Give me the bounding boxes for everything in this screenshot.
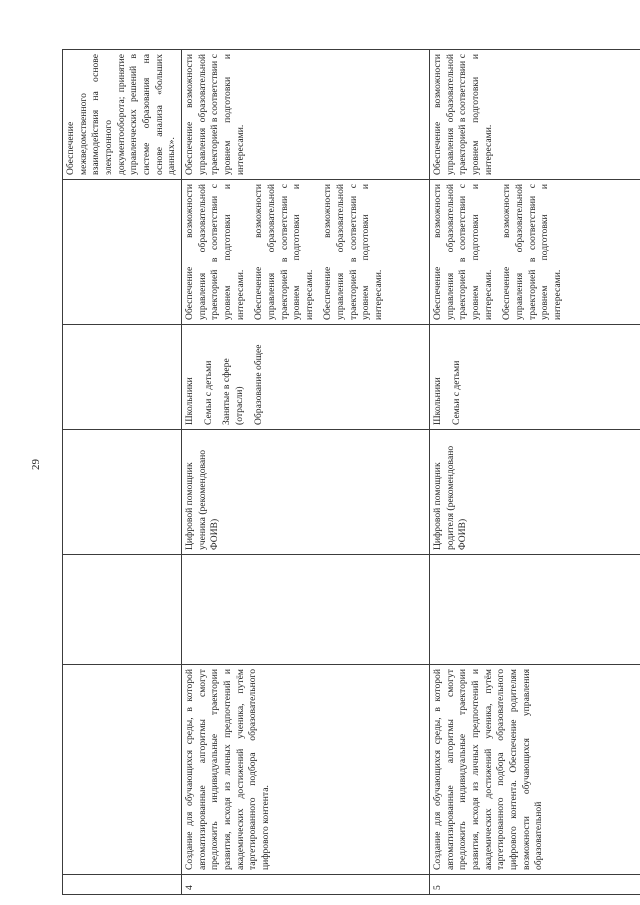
user-group: Семьи с детьми [202, 360, 214, 425]
effects [429, 180, 640, 325]
empty-cell [181, 555, 429, 665]
digital-service: Цифровой помощник родителя (рекомендовано ФОИВ) [429, 430, 640, 555]
user-group: Занятые в сфере (отрасли) [221, 358, 245, 425]
user-group: Семьи с детьми [450, 360, 462, 425]
row-number [63, 875, 182, 895]
page-number: 29 [30, 459, 42, 470]
outcome: Обеспечение возможности управления образовательной траекторией в соответствии с уровнем подготовки и интересами. [429, 50, 640, 180]
user-group: Школьники [431, 377, 443, 425]
document-table [62, 49, 640, 895]
user-groups [63, 325, 182, 430]
effect-item: Обеспечение возможности управления образовательной траекторией в соответствии с уровнем подготовки и интересами. [322, 184, 385, 320]
project-description: Создание для обучающихся среды, в которой автоматизированные алгоритмы смогут предложить индивидуальные траектории развития, исходя из личных предпочтений и академических достижений ученика, путём таргетированного подбора образовательного цифрового контента. Обеспечение родителям возможности обучающихся управления образовательной [429, 665, 640, 875]
user-groups [429, 325, 640, 430]
table-row [429, 50, 640, 895]
row-number: 4 [181, 875, 429, 895]
row-number: 5 [429, 875, 640, 895]
user-groups [181, 325, 429, 430]
empty-cell [429, 555, 640, 665]
digital-service: Цифровой помощник ученика (рекомендовано ФОИВ) [181, 430, 429, 555]
table-row [63, 50, 182, 895]
effects [181, 180, 429, 325]
effects [63, 180, 182, 325]
table-row [181, 50, 429, 895]
project-description: Создание для обучающихся среды, в которой автоматизированные алгоритмы смогут предложить индивидуальные траектории развития, исходя из личных предпочтений и академических достижений ученика, путём таргетированного подбора образовательного цифрового контента. [181, 665, 429, 875]
outcome: Обеспечение межведомственного взаимодействия на основе электронного документооборота; принятие управленческих решений в системе образования на основе анализа «больших данных». [63, 50, 182, 180]
project-description [63, 665, 182, 875]
rotated-table-container [62, 50, 592, 895]
user-group: Образование общее [252, 344, 264, 425]
effect-item: Обеспечение возможности управления образовательной траекторией в соответствии с уровнем подготовки и интересами. [431, 184, 494, 320]
effect-item: Обеспечение возможности управления образовательной траекторией в соответствии с уровнем подготовки и интересами. [183, 184, 246, 320]
digital-service [63, 430, 182, 555]
effect-item: Обеспечение возможности управления образовательной траекторией в соответствии с уровнем подготовки и интересами. [253, 184, 315, 320]
user-group: Школьники [183, 377, 195, 425]
outcome: Обеспечение возможности управления образовательной траекторией в соответствии с уровнем подготовки и интересами. [181, 50, 429, 180]
empty-cell [63, 555, 182, 665]
effect-item: Обеспечение возможности управления образовательной траекторией в соответствии с уровнем подготовки и интересами. [501, 184, 563, 320]
